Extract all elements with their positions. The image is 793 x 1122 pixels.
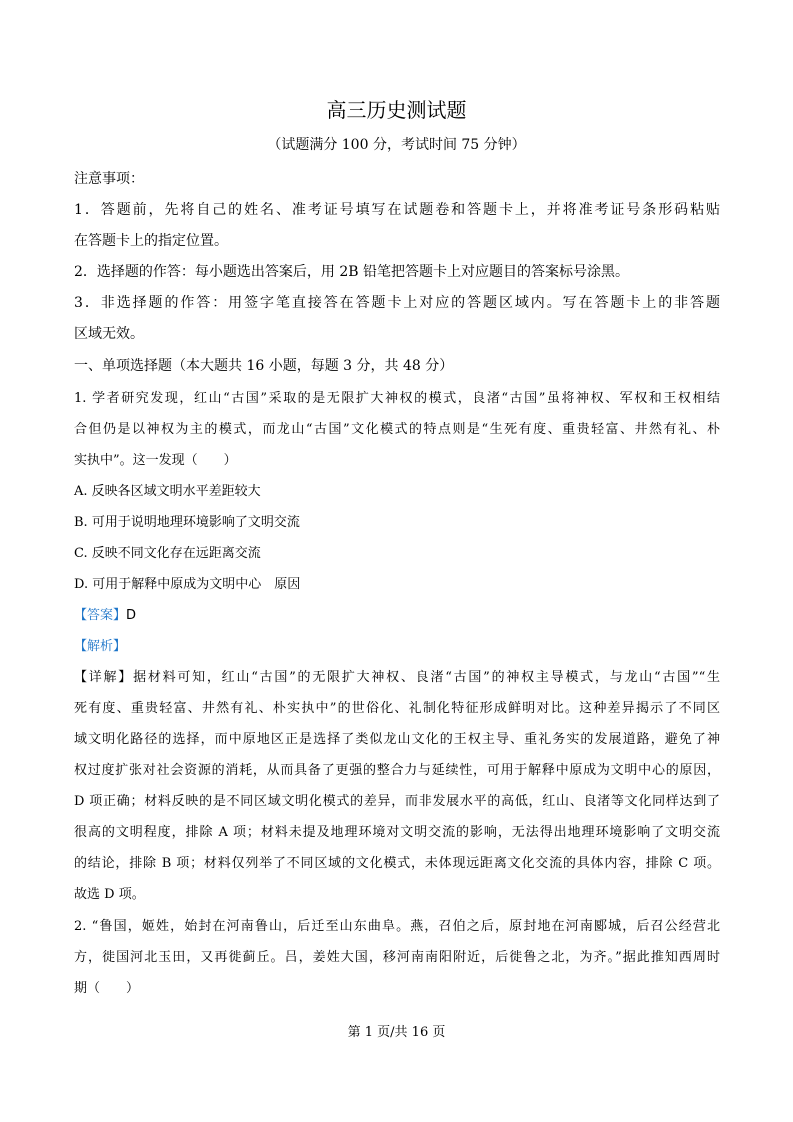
question-1-option-a: A. 反映各区域文明水平差距较大 bbox=[74, 484, 261, 499]
detail-line-3: 域文明化路径的选择，而中原地区正是选择了类似龙山文化的王权主导、重礼务实的发展道路，避免了神 bbox=[74, 732, 720, 747]
question-2-stem-line-2: 方，徙国河北玉田，又再徙蓟丘。吕，姜姓大国，移河南南阳附近，后徙鲁之北，为齐。”据此推知西周时 bbox=[74, 950, 720, 965]
detail-line-2: 死有度、重贵轻富、井然有礼、朴实执中”的世俗化、礼制化特征形成鲜明对比。这种差异揭示了不同区 bbox=[74, 701, 720, 716]
detail-line-4: 权过度扩张对社会资源的消耗，从而具备了更强的整合力与延续性，可用于解释中原成为文明中心的原因， bbox=[74, 763, 720, 778]
page-number: 第 1 页/共 16 页 bbox=[347, 1025, 446, 1040]
exam-info: （试题满分 100 分，考试时间 75 分钟） bbox=[267, 137, 526, 153]
note-item-1-line-1: 1．答题前，先将自己的姓名、准考证号填写在试题卷和答题卡上，并将准考证号条形码粘贴 bbox=[74, 202, 720, 218]
page-title: 高三历史测试题 bbox=[326, 98, 467, 122]
detail-line-1 bbox=[74, 668, 720, 688]
answer-value: D bbox=[126, 608, 137, 623]
note-item-1-line-2: 在答题卡上的指定位置。 bbox=[74, 233, 228, 249]
section-heading: 一、单项选择题（本大题共 16 小题，每题 3 分，共 48 分） bbox=[74, 358, 454, 374]
detail-line-8: 故选 D 项。 bbox=[74, 887, 145, 902]
answer-line bbox=[74, 606, 136, 626]
notes-heading: 注意事项： bbox=[74, 171, 144, 187]
question-1-option-b: B. 可用于说明地理环境影响了文明交流 bbox=[74, 515, 300, 530]
detail-text-1: 据材料可知，红山“古国”的无限扩大神权、良渚“古国”的神权主导模式，与龙山“古国”“生 bbox=[133, 670, 720, 685]
question-2-stem-line-3: 期（ ） bbox=[74, 981, 140, 996]
analysis-label: 【解析】 bbox=[74, 639, 127, 654]
answer-label: 【答案】 bbox=[74, 608, 127, 623]
question-1-stem-line-2: 合但仍是以神权为主的模式，而龙山“古国”文化模式的特点则是“生死有度、重贵轻富、井然有礼、朴 bbox=[74, 422, 720, 437]
question-1-option-c: C. 反映不同文化存在远距离交流 bbox=[74, 546, 261, 561]
detail-label: 【详解】 bbox=[74, 670, 134, 685]
question-1-option-d: D. 可用于解释中原成为文明中心 原因 bbox=[74, 577, 301, 592]
question-1-stem-line-3: 实执中”。这一发现（ ） bbox=[74, 453, 237, 468]
note-item-3-line-2: 区域无效。 bbox=[74, 326, 144, 342]
note-item-2: 2．选择题的作答：每小题选出答案后，用 2B 铅笔把答题卡上对应题目的答案标号涂黑。 bbox=[74, 264, 630, 280]
question-2-stem-line-1: 2. “鲁国，姬姓，始封在河南鲁山，后迁至山东曲阜。燕，召伯之后，原封地在河南郾城，后召公经营北 bbox=[74, 919, 720, 934]
note-item-3-line-1: 3．非选择题的作答：用签字笔直接答在答题卡上对应的答题区域内。写在答题卡上的非答题 bbox=[74, 295, 720, 311]
detail-line-5: D 项正确；材料反映的是不同区域文明化模式的差异，而非发展水平的高低，红山、良渚等文化同样达到了 bbox=[74, 794, 720, 809]
detail-line-6: 很高的文明程度，排除 A 项；材料未提及地理环境对文明交流的影响，无法得出地理环境影响了文明交流 bbox=[74, 825, 720, 840]
question-1-stem-line-1: 1. 学者研究发现，红山“古国”采取的是无限扩大神权的模式，良渚“古国”虽将神权、军权和王权相结 bbox=[74, 391, 720, 406]
detail-line-7: 的结论，排除 B 项；材料仅列举了不同区域的文化模式，未体现远距离文化交流的具体内容，排除 C 项。 bbox=[74, 856, 720, 871]
